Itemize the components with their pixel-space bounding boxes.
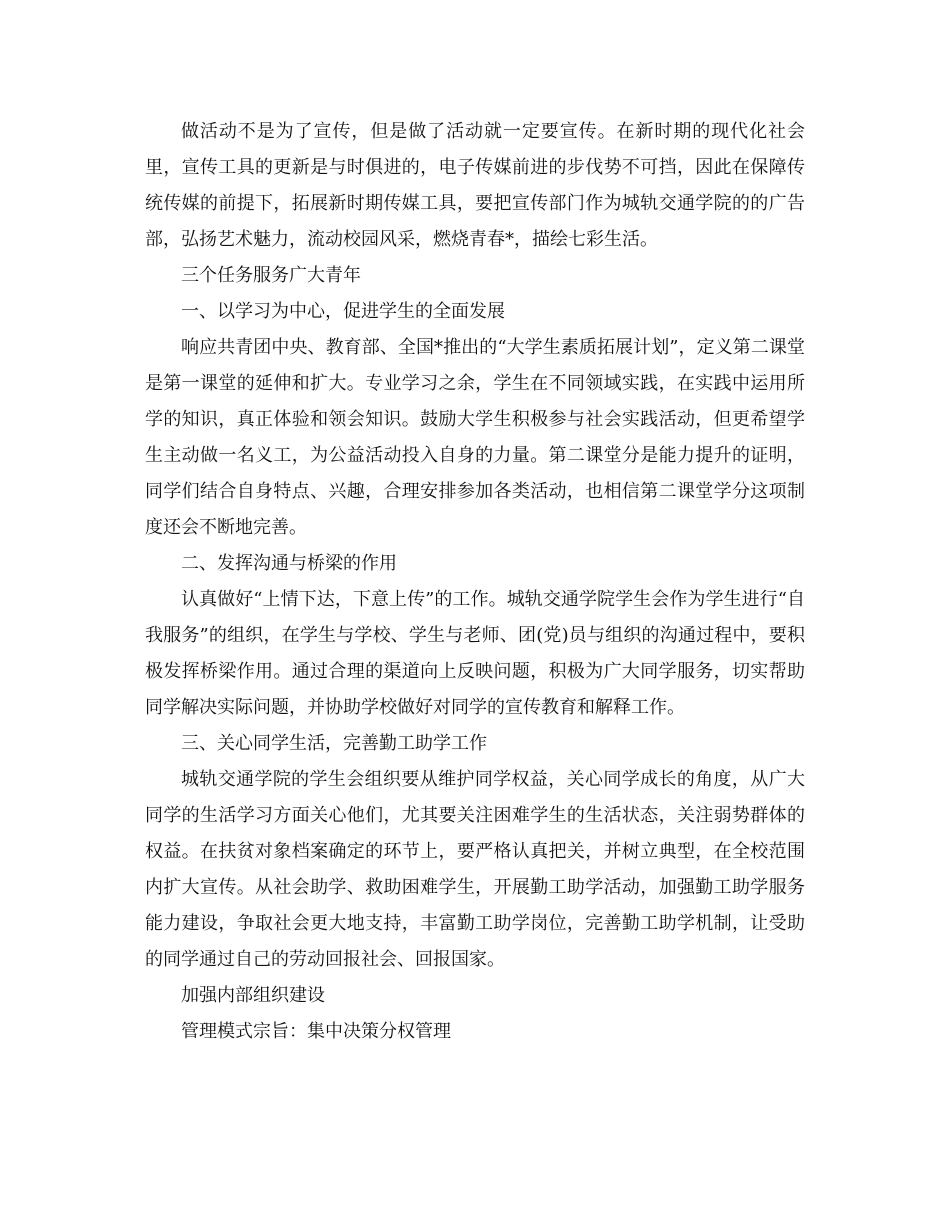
heading-bridge-role: 二、发挥沟通与桥梁的作用 <box>181 553 397 574</box>
heading-study-center: 一、以学习为中心，促进学生的全面发展 <box>181 301 505 322</box>
paragraph-work-study: 城轨交通学院的学生会组织要从维护同学权益，关心同学成长的角度，从广大同学的生活学习方面关心他们，尤其要关注困难学生的生活状态，关注弱势群体的权益。在扶贫对象档案确定的环节上，要严格认真把关，并树立典型，在全校范围内扩大宣传。从社会助学、救助困难学生，开展勤工助学活动，加强勤工助学服务能力建设，争取社会更大地支持，丰富勤工助学岗位，完善勤工助学机制，让受助的同学通过自己的劳动回报社会、回报国家。 <box>145 769 805 970</box>
paragraph-management-mode: 管理模式宗旨：集中决策分权管理 <box>181 1021 451 1042</box>
heading-internal-organization: 加强内部组织建设 <box>181 985 325 1006</box>
document-body <box>145 114 805 1050</box>
heading-three-tasks: 三个任务服务广大青年 <box>181 265 361 286</box>
paragraph-publicity: 做活动不是为了宣传，但是做了活动就一定要宣传。在新时期的现代化社会里，宣传工具的更新是与时俱进的，电子传媒前进的步伐势不可挡，因此在保障传统传媒的前提下，拓展新时期传媒工具，要把宣传部门作为城轨交通学院的的广告部，弘扬艺术魅力，流动校园风采，燃烧青春*，描绘七彩生活。 <box>145 121 805 250</box>
paragraph-communication: 认真做好“上情下达，下意上传”的工作。城轨交通学院学生会作为学生进行“自我服务”的组织，在学生与学校、学生与老师、团(党)员与组织的沟通过程中，要积极发挥桥梁作用。通过合理的渠道向上反映问题，积极为广大同学服务，切实帮助同学解决实际问题，并协助学校做好对同学的宣传教育和解释工作。 <box>145 589 805 718</box>
paragraph-second-classroom: 响应共青团中央、教育部、全国*推出的“大学生素质拓展计划”，定义第二课堂是第一课堂的延伸和扩大。专业学习之余，学生在不同领域实践，在实践中运用所学的知识，真正体验和领会知识。鼓励大学生积极参与社会实践活动，但更希望学生主动做一名义工，为公益活动投入自身的力量。第二课堂分是能力提升的证明，同学们结合自身特点、兴趣，合理安排参加各类活动，也相信第二课堂学分这项制度还会不断地完善。 <box>145 337 805 538</box>
heading-student-life: 三、关心同学生活，完善勤工助学工作 <box>181 733 487 754</box>
